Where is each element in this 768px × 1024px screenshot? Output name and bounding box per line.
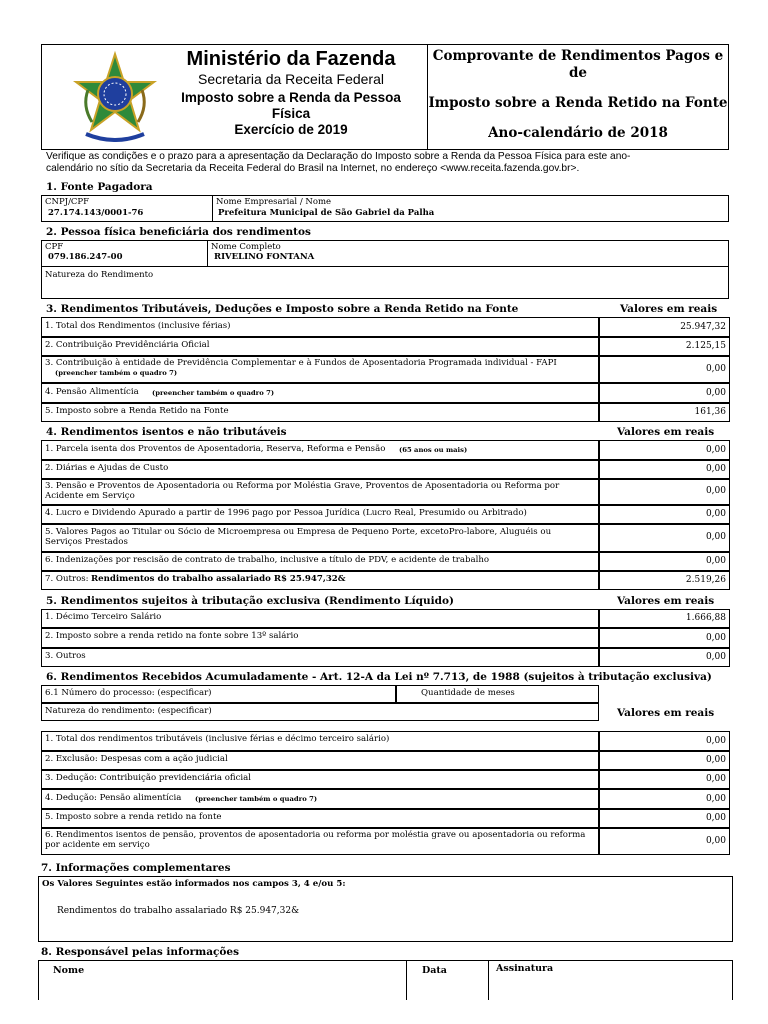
- row-value: 0,00: [705, 464, 726, 474]
- row-label: 1. Décimo Terceiro Salário: [45, 612, 162, 622]
- secretariat-title: Secretaria da Receita Federal: [198, 71, 384, 87]
- row-label: 5. Imposto sobre a renda retido na fonte: [45, 812, 222, 822]
- row-note: (65 anos ou mais): [399, 446, 468, 454]
- row-label: 3. Contribuição à entidade de Previdência Complementar e à Fundos de Aposentadoria Programada individual - FAPI: [45, 358, 557, 368]
- proof-title-line1: Comprovante de Rendimentos Pagos e: [432, 48, 724, 64]
- row-label: 2. Imposto sobre a renda retido na fonte sobre 13º salário: [45, 631, 299, 641]
- row-value: 0,00: [705, 532, 726, 542]
- complementary-heading: Os Valores Seguintes estão informados nos campos 3, 4 e/ou 5:: [42, 879, 346, 889]
- notice-line1: Verifique as condições e o prazo para a apresentação da Declaração do Imposto sobre a Renda da Pessoa Física para este ano-: [46, 151, 631, 162]
- section5-title: 5. Rendimentos sujeitos à tributação exclusiva (Rendimento Líquido): [46, 595, 454, 607]
- proof-title-line2: de: [568, 65, 588, 81]
- row-value: 25.947,32: [680, 322, 726, 332]
- row-label: 1. Parcela isenta dos Proventos de Aposentadoria, Reserva, Reforma e Pensão: [45, 444, 386, 454]
- calendar-year: Ano-calendário de 2018: [488, 125, 668, 141]
- proof-title-line3: Imposto sobre a Renda Retido na Fonte: [428, 95, 728, 111]
- row-value: 161,36: [694, 407, 726, 417]
- row-label: 4. Pensão Alimentícia: [45, 387, 139, 397]
- section5-values-header: Valores em reais: [617, 595, 715, 607]
- responsible-box: [38, 960, 733, 1000]
- nature-label: Natureza do rendimento: (especificar): [45, 706, 212, 716]
- row-value: 0,00: [705, 652, 726, 662]
- beneficiary-name-value: RIVELINO FONTANA: [214, 252, 315, 262]
- responsible-signature-label: Assinatura: [496, 963, 554, 974]
- row-label: 4. Lucro e Dividendo Apurado a partir de 1996 pago por Pessoa Jurídica (Lucro Real, Presumido ou Arbitrado): [45, 508, 527, 518]
- exercise-year: Exercício de 2019: [234, 122, 348, 137]
- section3-title: 3. Rendimentos Tributáveis, Deduções e Imposto sobre a Renda Retido na Fonte: [46, 303, 519, 315]
- row-label: 4. Dedução: Pensão alimentícia: [45, 793, 182, 803]
- responsible-date-label: Data: [422, 965, 447, 976]
- section3-values-header: Valores em reais: [620, 303, 718, 315]
- row-value: 0,00: [705, 445, 726, 455]
- row-value: 0,00: [705, 794, 726, 804]
- row-value: 0,00: [705, 388, 726, 398]
- row-value: 2.519,26: [685, 575, 726, 585]
- row-label: 2. Diárias e Ajudas de Custo: [45, 463, 169, 473]
- responsible-divider-2: [488, 960, 489, 1000]
- tax-title-line2: Física: [271, 106, 311, 121]
- payer-divider: [212, 195, 213, 222]
- row-value: 0,00: [705, 509, 726, 519]
- tax-title-line1: Imposto sobre a Renda da Pessoa: [181, 90, 401, 105]
- row-value: 2.125,15: [685, 341, 726, 351]
- section4-values-header: Valores em reais: [617, 426, 715, 438]
- beneficiary-cpf-value: 079.186.247-00: [48, 252, 123, 262]
- row-value: 0,00: [705, 774, 726, 784]
- row-value: 0,00: [705, 836, 726, 846]
- section1-title: 1. Fonte Pagadora: [46, 181, 153, 193]
- payer-cnpj-label: CNPJ/CPF: [45, 197, 90, 207]
- section8-title: 8. Responsável pelas informações: [41, 946, 240, 958]
- row-note: (preencher também o quadro 7): [195, 795, 318, 803]
- row-label: 3. Pensão e Proventos de Aposentadoria ou Reforma por Moléstia Grave, Proventos de Aposentadoria ou Reforma por Acidente em Serviço: [45, 481, 560, 501]
- row-note: Rendimentos do trabalho assalariado R$ 25.947,32&: [91, 574, 346, 584]
- complementary-text: Rendimentos do trabalho assalariado R$ 25.947,32&: [57, 906, 300, 916]
- income-nature-label: Natureza do Rendimento: [45, 270, 154, 280]
- section7-title: 7. Informações complementares: [41, 862, 231, 874]
- row-value: 0,00: [705, 813, 726, 823]
- row-value: 0,00: [705, 486, 726, 496]
- payer-name-value: Prefeitura Municipal de São Gabriel da Palha: [218, 208, 435, 218]
- section6-title: 6. Rendimentos Recebidos Acumuladamente - Art. 12-A da Lei nº 7.713, de 1988 (sujeitos à tributação exclusiva): [46, 671, 712, 683]
- row-value: 0,00: [705, 556, 726, 566]
- process-number-label: 6.1 Número do processo: (especificar): [45, 688, 212, 698]
- months-label: Quantidade de meses: [421, 688, 515, 698]
- notice-line2: calendário no sítio da Secretaria da Receita Federal do Brasil na Internet, no endereço <www.receita.fazenda.gov.br>.: [46, 163, 580, 174]
- beneficiary-hline: [41, 266, 729, 267]
- row-value: 0,00: [705, 364, 726, 374]
- row-label: 6. Indenizações por rescisão de contrato de trabalho, inclusive a título de PDV, e acidente de trabalho: [45, 555, 490, 565]
- section2-title: 2. Pessoa física beneficiária dos rendimentos: [46, 226, 311, 238]
- row-label: 2. Exclusão: Despesas com a ação judicial: [45, 754, 228, 764]
- row-label: 2. Contribuição Previdênciária Oficial: [45, 340, 210, 350]
- row-label: 3. Outros: [45, 651, 86, 661]
- responsible-name-label: Nome: [53, 965, 85, 976]
- row-label: 5. Valores Pagos ao Titular ou Sócio de Microempresa ou Empresa de Pequeno Porte, excetoPro-labore, Aluguéis ou Serviços Prestados: [45, 527, 552, 547]
- row-value: 0,00: [705, 633, 726, 643]
- ministry-title: Ministério da Fazenda: [186, 48, 396, 70]
- row-note: (preencher também o quadro 7): [152, 389, 275, 397]
- section4-title: 4. Rendimentos isentos e não tributáveis: [46, 426, 287, 438]
- section6-values-header: Valores em reais: [617, 707, 715, 719]
- row-label: 1. Total dos Rendimentos (inclusive férias): [45, 321, 231, 331]
- payer-cnpj-value: 27.174.143/0001-76: [48, 208, 144, 218]
- row-value: 1.666,88: [685, 613, 726, 623]
- beneficiary-cpf-label: CPF: [45, 242, 64, 252]
- row-label: 1. Total dos rendimentos tributáveis (inclusive férias e décimo terceiro salário): [45, 734, 390, 744]
- beneficiary-name-label: Nome Completo: [211, 242, 281, 252]
- payer-name-label: Nome Empresarial / Nome: [216, 197, 332, 207]
- responsible-divider-1: [406, 960, 407, 1000]
- table-row: [41, 648, 599, 667]
- row-label: 6. Rendimentos isentos de pensão, proventos de aposentadoria ou reforma por moléstia grave ou aposentadoria ou reforma por acidente em serviço: [45, 830, 586, 850]
- row-label: 7. Outros:: [45, 574, 89, 584]
- coat-of-arms-icon: [72, 50, 158, 142]
- row-label: 3. Dedução: Contribuição previdenciária oficial: [45, 773, 252, 783]
- row-value: 0,00: [705, 736, 726, 746]
- row-note: (preencher também o quadro 7): [55, 369, 178, 377]
- row-value: 0,00: [705, 755, 726, 765]
- row-label: 5. Imposto sobre a Renda Retido na Fonte: [45, 406, 229, 416]
- beneficiary-vline: [207, 240, 208, 266]
